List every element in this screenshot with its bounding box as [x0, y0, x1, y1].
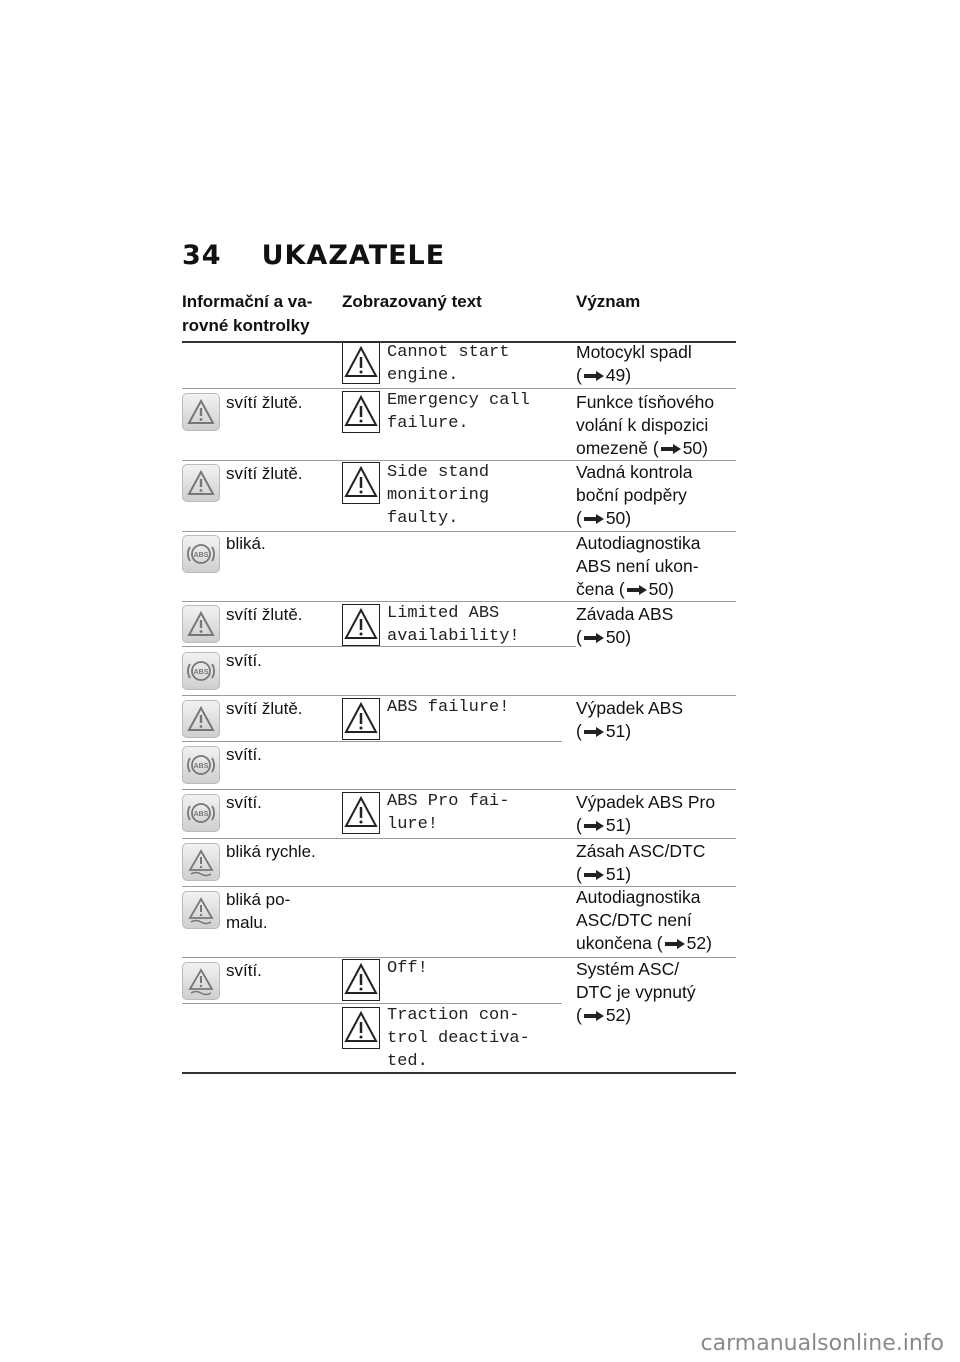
meaning-label: Závada ABS	[576, 604, 674, 624]
indicator-state: svítí.	[226, 651, 262, 670]
meaning-label: Funkce tísňového volání k dispozici omezeně	[576, 392, 715, 458]
page-reference-arrow-icon	[584, 870, 604, 880]
warning-triangle-icon	[342, 959, 380, 1001]
page-reference[interactable]: ( 50)	[576, 508, 632, 528]
page-reference-arrow-icon	[627, 585, 647, 595]
warning-triangle-icon	[342, 391, 380, 433]
indicator-state: svítí.	[226, 745, 262, 764]
warning-triangle-icon	[342, 604, 380, 646]
page-reference-number: 52	[605, 1005, 626, 1025]
column-header-indicators: Informační a va- rovné kontrolky	[182, 292, 313, 335]
meaning-text	[576, 461, 736, 530]
meaning-label: Výpadek ABS Pro	[576, 792, 716, 812]
warning-triangle-icon	[187, 706, 215, 732]
page-reference-number: 49	[605, 365, 626, 385]
meaning-label: Výpadek ABS	[576, 698, 684, 718]
svg-text:ABS: ABS	[193, 552, 209, 559]
meaning-text	[576, 840, 736, 886]
page-reference[interactable]: ( 52)	[576, 1005, 632, 1025]
page-reference-number: 50	[682, 438, 703, 458]
abs-indicator-lamp	[182, 652, 220, 690]
row-divider	[182, 741, 562, 742]
page-reference-number: 50	[605, 627, 626, 647]
warning-triangle-icon	[187, 399, 215, 425]
meaning-label: Autodiagnostika ABS není ukon- čena	[576, 533, 701, 599]
indicator-state: svítí žlutě.	[226, 605, 303, 624]
page-heading	[182, 240, 445, 271]
warning-indicator-lamp	[182, 464, 220, 502]
page-reference-arrow-icon	[584, 1011, 604, 1021]
abs-lamp-icon	[186, 539, 216, 569]
page-reference-arrow-icon	[584, 727, 604, 737]
page-reference-number: 51	[605, 864, 626, 884]
warning-indicator-lamp	[182, 605, 220, 643]
page-reference[interactable]: ( 50)	[652, 438, 708, 458]
page-reference[interactable]: ( 50)	[618, 579, 674, 599]
page-reference[interactable]: ( 51)	[576, 864, 632, 884]
page-reference[interactable]: ( 49)	[576, 365, 632, 385]
page-reference[interactable]: ( 52)	[656, 933, 712, 953]
page-reference-number: 52	[686, 933, 707, 953]
abs-lamp-icon	[186, 656, 216, 686]
dtc-indicator-lamp	[182, 843, 220, 881]
warning-triangle-icon	[187, 611, 215, 637]
page-reference-arrow-icon	[584, 633, 604, 643]
svg-text:ABS: ABS	[193, 811, 209, 818]
column-header-display-text: Zobrazovaný text	[342, 292, 482, 311]
warning-triangle-icon	[342, 342, 380, 384]
row-divider	[182, 838, 736, 839]
indicator-state: svítí žlutě.	[226, 699, 303, 718]
meaning-text	[576, 791, 736, 837]
warning-triangle-icon	[342, 1007, 380, 1049]
traction-control-icon	[186, 847, 216, 877]
traction-control-icon	[186, 895, 216, 925]
display-text: Traction con- trol deactiva- ted.	[387, 1006, 530, 1071]
warning-triangle-icon	[342, 698, 380, 740]
page-reference-number: 51	[605, 815, 626, 835]
dtc-indicator-lamp	[182, 962, 220, 1000]
page-reference-arrow-icon	[584, 821, 604, 831]
page-title: UKAZATELE	[261, 240, 446, 271]
meaning-text	[576, 886, 736, 955]
page-reference-arrow-icon	[584, 371, 604, 381]
svg-text:ABS: ABS	[193, 763, 209, 770]
display-text: Limited ABS availability!	[387, 604, 520, 646]
display-text: Cannot start engine.	[387, 343, 510, 385]
footer-watermark: carmanualsonline.info	[700, 1331, 944, 1356]
page-reference-number: 51	[605, 721, 626, 741]
page-number: 34	[182, 240, 222, 271]
abs-lamp-icon	[186, 798, 216, 828]
abs-lamp-icon	[186, 750, 216, 780]
page-reference-arrow-icon	[584, 514, 604, 524]
warning-triangle-icon	[342, 792, 380, 834]
page-reference-arrow-icon	[661, 444, 681, 454]
warning-triangle-icon	[187, 470, 215, 496]
indicator-state: bliká po- malu.	[226, 890, 291, 932]
page-reference-number: 50	[648, 579, 669, 599]
page-reference-arrow-icon	[665, 939, 685, 949]
indicator-state: svítí.	[226, 961, 262, 980]
warning-indicator-lamp	[182, 700, 220, 738]
meaning-text	[576, 532, 736, 601]
page-reference[interactable]: ( 51)	[576, 721, 632, 741]
meaning-text	[576, 391, 736, 460]
display-text: Emergency call failure.	[387, 391, 530, 433]
page-reference-number: 50	[605, 508, 626, 528]
meaning-text	[576, 603, 736, 649]
column-header-meaning: Význam	[576, 292, 641, 311]
meaning-label: Vadná kontrola boční podpěry	[576, 462, 693, 505]
meaning-text	[576, 341, 736, 387]
display-text: ABS failure!	[387, 698, 510, 717]
traction-control-icon	[186, 966, 216, 996]
meaning-label: Zásah ASC/DTC	[576, 841, 706, 861]
page-reference[interactable]: ( 51)	[576, 815, 632, 835]
indicator-state: svítí.	[226, 793, 262, 812]
display-text: Off!	[387, 959, 428, 978]
indicator-state: bliká rychle.	[226, 842, 316, 861]
display-text: Side stand monitoring faulty.	[387, 463, 490, 528]
meaning-label: Systém ASC/ DTC je vypnutý	[576, 959, 696, 1002]
indicator-state: bliká.	[226, 534, 266, 553]
dtc-indicator-lamp	[182, 891, 220, 929]
abs-indicator-lamp	[182, 746, 220, 784]
meaning-label: Motocykl spadl	[576, 342, 692, 362]
warning-indicator-lamp	[182, 393, 220, 431]
abs-indicator-lamp	[182, 535, 220, 573]
meaning-label: Autodiagnostika ASC/DTC není ukončena	[576, 887, 701, 953]
indicator-state: svítí žlutě.	[226, 464, 303, 483]
warning-triangle-icon	[342, 462, 380, 504]
meaning-text	[576, 958, 736, 1027]
page-reference[interactable]: ( 50)	[576, 627, 632, 647]
meaning-text	[576, 697, 736, 743]
abs-indicator-lamp	[182, 794, 220, 832]
svg-text:ABS: ABS	[193, 669, 209, 676]
display-text: ABS Pro fai- lure!	[387, 792, 510, 834]
indicator-state: svítí žlutě.	[226, 393, 303, 412]
